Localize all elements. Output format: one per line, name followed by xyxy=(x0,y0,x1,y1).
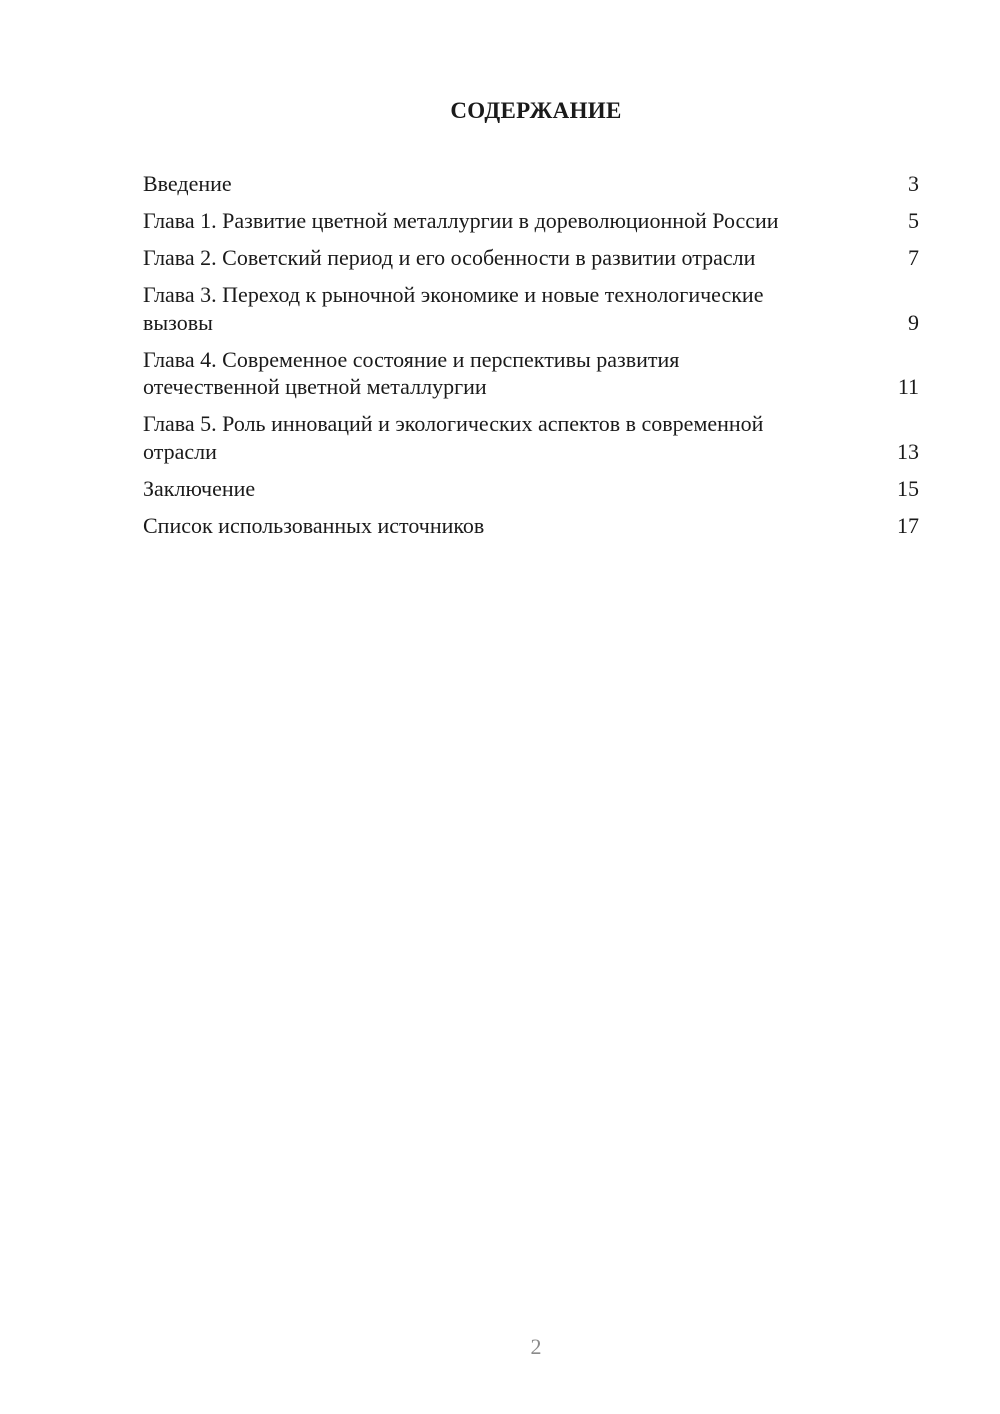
toc-entry-page: 17 xyxy=(897,512,919,538)
toc-entry-page: 13 xyxy=(897,438,919,464)
toc-entry-chapter-1 xyxy=(143,207,919,235)
toc-entry-page: 15 xyxy=(897,475,919,501)
toc-title: СОДЕРЖАНИЕ xyxy=(450,98,622,123)
toc-entry-text: Глава 5. Роль инноваций и экологических аспектов в современной отрасли xyxy=(143,411,764,464)
toc-entry-text: Заключение xyxy=(143,475,256,501)
toc-entry-text: Глава 2. Советский период и его особенности в развитии отрасли xyxy=(143,245,756,270)
toc-entry-page: 5 xyxy=(908,208,919,233)
toc-entry-text: Глава 4. Современное состояние и перспективы развития отечественной цветной металлургии xyxy=(143,346,680,399)
toc-entry-text: Глава 1. Развитие цветной металлургии в дореволюционной России xyxy=(143,208,779,233)
toc-entry-page: 3 xyxy=(908,171,919,196)
toc-entry-chapter-5 xyxy=(143,410,919,465)
toc-entry-text: Введение xyxy=(143,171,232,196)
toc-entry-chapter-3 xyxy=(143,281,919,336)
toc-entry-introduction xyxy=(143,170,919,198)
toc-entry-page: 9 xyxy=(908,309,919,335)
toc-entry-references xyxy=(143,512,919,540)
toc-entry-chapter-2 xyxy=(143,244,919,272)
toc-entry-text: Глава 3. Переход к рыночной экономике и новые технологические вызовы xyxy=(143,282,764,335)
toc-entry-text: Список использованных источников xyxy=(143,512,485,538)
toc-entry-page: 11 xyxy=(897,374,919,399)
toc-entry-chapter-4 xyxy=(143,346,919,401)
table-of-contents xyxy=(143,170,919,549)
toc-entry-page: 7 xyxy=(908,245,919,270)
page-number: 2 xyxy=(530,1334,542,1359)
toc-entry-conclusion xyxy=(143,475,919,503)
